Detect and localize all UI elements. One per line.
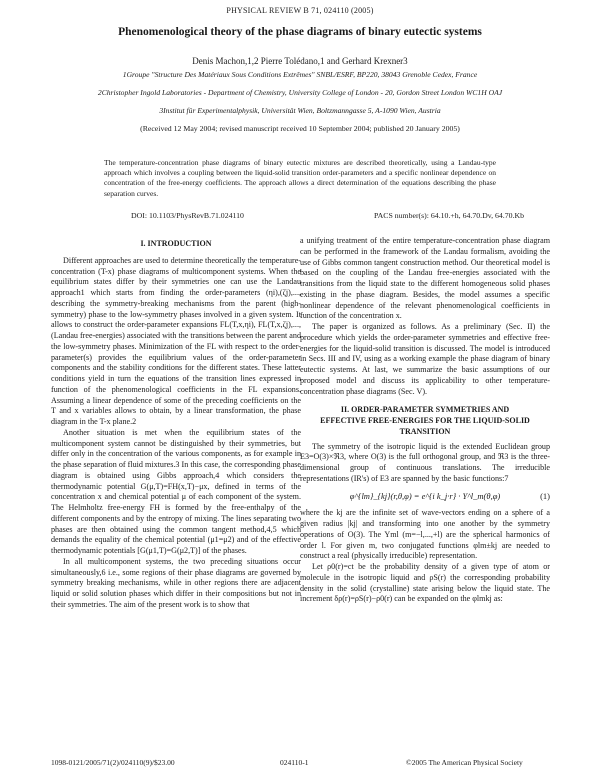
running-head: PHYSICAL REVIEW B 71, 024110 (2005) xyxy=(226,6,374,15)
right-column xyxy=(300,236,550,605)
sec2-paragraph-3: Let ρ0(r)=ct be the probability density of a given type of atom or molecule in the isotropic liquid and ρS(r) the corresponding probability density in the solid (crystalline) state arising below the liquid state. The increment δρ(r)=ρS(r)−ρ0(r) can be expanded on the φlmkj as: xyxy=(300,562,550,604)
equation-1-body: φ^{lm}_{kj}(r,θ,φ) = e^{i k_j·r} · Y^l_m(θ,φ) xyxy=(349,490,501,501)
intro-paragraph-1: Different approaches are used to determine theoretically the temperature-concentration (T-x) phase diagrams of multicomponent systems. When the equilibrium states differ by their symmetries one can use the Landau approach1 which starts from finding the order-parameters (ηi),(ζj),..., describing the symmetry-breaking mechanisms from the parent (high-symmetry) phase to the low-symmetry phases involved in a given system. It allows to construct the order-parameter expansions FL(T,x,ηi), FL(T,x,ζj),..., (Landau free-energies) associated with the transitions between the parent and the low-symmetry phases. Minimization of the FL with respect to the order-parameter(s) provides the equilibrium values of the order-parameter components and the stability conditions for the different states. These latter conditions yield in turn the equations of the transition lines expressed in function of the phenomenological coefficients in the FL expansions. Assuming a linear dependence of some of the preceding coefficients on the T and x variables allows to obtain, by a linear transformation, the phase diagram in the T-x plane.2 xyxy=(51,255,301,426)
left-column xyxy=(51,236,301,611)
intro-paragraph-3: In all multicomponent systems, the two preceding situations occur simultaneously,6 i.e., some regions of their phase diagrams are governed by symmetry breaking mechanisms, while in other regions there are adjacent liquid or solid solution phases which differ in their compositions but not in their symmetries. The aim of the present work is to show that xyxy=(51,556,301,609)
equation-1 xyxy=(300,491,550,502)
affiliation-2: 2Christopher Ingold Laboratories - Department of Chemistry, University College of London - 20, Gordon Street London WC1H OAJ xyxy=(97,88,503,97)
section-heading-2 xyxy=(300,405,550,437)
doi: DOI: 10.1103/PhysRevB.71.024110 xyxy=(131,211,244,220)
received-dates: (Received 12 May 2004; revised manuscript received 10 September 2004; published 20 January 2005) xyxy=(140,124,460,133)
affiliation-1: 1Groupe "Structure Des Matériaux Sous Conditions Extrêmes" SNBL/ESRF, BP220, 38043 Grenoble Cedex, France xyxy=(122,70,478,79)
footer-copyright: ©2005 The American Physical Society xyxy=(406,758,523,767)
pacs-numbers: PACS number(s): 64.10.+h, 64.70.Dv, 64.70.Kb xyxy=(374,211,525,220)
sec2-paragraph-2: where the kj are the infinite set of wave-vectors ending on a sphere of a given radius |kj| and transforming into one another by the symmetry operations of O(3). The Yml (m=−l,...,+l) are the spherical harmonics of order l. For given m, two conjugated functions φlm±kj are needed to construct a real (physically irreducible) representation. xyxy=(300,508,550,561)
section-heading-2-line-2: EFFECTIVE FREE-ENERGIES FOR THE LIQUID-SOLID xyxy=(320,416,530,425)
intro-paragraph-2: Another situation is met when the equilibrium states of the multicomponent system cannot be distinguished by their symmetries, but differ only in the concentration of the various components, as for example in the phase separation of fluid mixtures.3 In this case, the corresponding phase diagram is obtained using Gibbs approach,4 which considers the thermodynamic potential G(μ,T)=FH(x,T)−μx, defined in terms of the concentration x and chemical potential μ of each component of the system. The Helmholtz free-energy FH is formed by the free-enthalpy of the different components and by the entropy of mixing. The lines separating two phases are then obtained using the common tangent method,4,5 which demands the equality of the chemical potential (μ1=μ2) and of the effective thermodynamic potentials [G(μ1,T)=G(μ2,T)] of the phases. xyxy=(51,427,301,555)
section-heading-2-line-1: II. ORDER-PARAMETER SYMMETRIES AND xyxy=(340,405,510,415)
sec2-paragraph-1: The symmetry of the isotropic liquid is the extended Euclidean group E3=O(3)×ℜ3, where O(3) is the full orthogonal group, and ℜ3 is the three-dimensional group of continuous translations. The irreducible representations (IR's) of E3 are spanned by the basic functions:7 xyxy=(300,441,550,483)
footer-page-number: 024110-1 xyxy=(280,758,309,767)
right-paragraph-1: a unifying treatment of the entire temperature-concentration phase diagram can be performed in the framework of the Landau formalism, avoiding the use of Gibbs common tangent construction method. Our theoretical model is based on the coupling of the Landau free-energies associated with the transitions from the liquid state to the different homogeneous solid phases existing in the phase diagram. Besides, the model assumes a specific nonlinear dependence of the relevant phenomenological coefficients in function of the concentration x. xyxy=(300,236,550,321)
footer-issn: 1098-0121/2005/71(2)/024110(9)/$23.00 xyxy=(51,758,175,767)
abstract: The temperature-concentration phase diagrams of binary eutectic mixtures are described theoretically, using a Landau-type approach which involves a coupling between the liquid-solid transition order-parameters and a specific nonlinear dependence on concentration of the free-energy coefficients. The approach allows a direct determination of the equations describing the phase separation curves. xyxy=(104,158,496,198)
equation-1-number: (1) xyxy=(540,490,550,501)
section-heading-introduction: I. INTRODUCTION xyxy=(140,239,212,248)
affiliation-3: 3Institut für Experimentalphysik, Universität Wien, Boltzmanngasse 5, A-1090 Wien, Austria xyxy=(159,106,441,115)
right-paragraph-2: The paper is organized as follows. As a preliminary (Sec. II) the procedure which yields the order-parameter symmetries and effective free-energies for the liquid-solid transition is discussed. The model is introduced in Secs. III and IV, using as a working example the phase diagram of binary eutectic systems. At last, we summarize the basic assumptions of our proposed model and discuss its applicability to other temperature-concentration phase diagrams (Sec. V). xyxy=(300,322,550,396)
author-list: Denis Machon,1,2 Pierre Tolédano,1 and Gerhard Krexner3 xyxy=(192,56,408,66)
paper-title: Phenomenological theory of the phase diagrams of binary eutectic systems xyxy=(118,26,482,38)
section-heading-2-line-3: TRANSITION xyxy=(399,426,451,436)
